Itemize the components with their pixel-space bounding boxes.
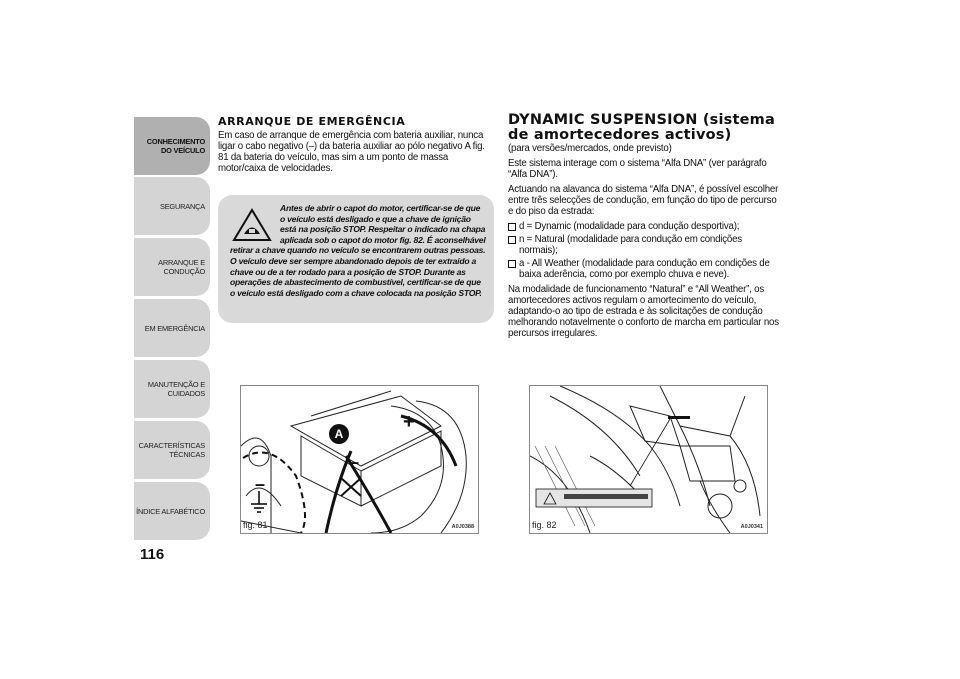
- tab-manutencao-e-cuidados[interactable]: MANUTENÇÃO E CUIDADOS: [134, 360, 210, 418]
- page-number: 116: [140, 546, 165, 563]
- marker-a-label: A: [334, 427, 344, 441]
- figure-82-code: A0J0341: [740, 524, 763, 530]
- tab-em-emergencia[interactable]: EM EMERGÊNCIA: [134, 299, 210, 357]
- figure-82-label: fig. 82: [532, 520, 557, 530]
- warning-icon: [230, 207, 274, 243]
- tab-conhecimento-do-veiculo[interactable]: CONHECIMENTO DO VEÍCULO: [134, 117, 210, 175]
- dynamic-paragraph-2: Actuando na alavanca do sistema “Alfa DNA”, é possível escolher entre três selecções de condução, em função do tipo de percurso e do piso da estrada:: [508, 184, 779, 217]
- arranque-paragraph: Em caso de arranque de emergência com bateria auxiliar, nunca ligar o cabo negativo (–) da bateria auxiliar ao pólo negativo A fig. 81 da bateria do veículo, mas sim a um ponto de massa motor/caixa de velocidades.: [218, 130, 485, 174]
- tab-arranque-e-conducao[interactable]: ARRANQUE E CONDUÇÃO: [134, 238, 210, 296]
- section-heading-dynamic-suspension: DYNAMIC SUSPENSION (sistema de amortecedores activos): [508, 112, 775, 143]
- positive-symbol: +: [403, 411, 415, 433]
- negative-symbol-battery: –: [349, 452, 360, 472]
- drive-mode-list: [508, 221, 780, 280]
- figure-82: [529, 385, 768, 534]
- tab-seguranca[interactable]: SEGURANÇA: [134, 177, 210, 235]
- warning-text: Antes de abrir o capot do motor, certificar-se de que o veículo está desligado e que a chave de ignição está na posição STOP. Respeitar o indicado na chapa aplicada sob o capot do motor fig. 82. É aconselhável retirar a chave quando no veículo se encontrarem outras pessoas. O veículo deve ser sempre abandonado depois de ter extraído a chave ou de a ter rodado para a posição de STOP. Durante as operações de abastecimento de combustível, certificar-se de que o veículo está desligado com a chave colocada na posição STOP.: [230, 203, 486, 298]
- list-item: d = Dynamic (modalidade para condução desportiva);: [508, 221, 780, 232]
- battery-illustration: [241, 386, 478, 533]
- right-column: [508, 113, 780, 343]
- negative-symbol-ground: –: [255, 474, 266, 494]
- section-heading-arranque: ARRANQUE DE EMERGÊNCIA: [218, 115, 406, 128]
- dynamic-paragraph-3: Na modalidade de funcionamento “Natural” e “All Weather”, os amortecedores activos regulam o amortecimento do veículo, adaptando-o ao tipo de estrada e às solicitações de condução melhorando notavelmente o conforto de marcha em particular nos percursos irregulares.: [508, 284, 779, 339]
- tab-caracteristicas-tecnicas[interactable]: CARACTERÍSTICAS TÉCNICAS: [134, 421, 210, 479]
- figure-81: [240, 385, 479, 534]
- tab-indice-alfabetico[interactable]: ÍNDICE ALFABÉTICO: [134, 482, 210, 540]
- list-item: a - All Weather (modalidade para condução em condições de baixa aderência, como por exemplo chuva e neve).: [508, 258, 780, 280]
- figure-81-code: A0J0388: [451, 524, 474, 530]
- left-column: [218, 116, 494, 178]
- warning-box: [218, 195, 494, 323]
- engine-bay-illustration: [530, 386, 767, 533]
- list-item: n = Natural (modalidade para condução em condições normais);: [508, 234, 780, 256]
- dynamic-paragraph-1: Este sistema interage com o sistema “Alfa DNA” (ver parágrafo “Alfa DNA”).: [508, 158, 767, 180]
- figure-81-label: fig. 81: [243, 520, 268, 530]
- dynamic-subtitle: (para versões/mercados, onde previsto): [508, 143, 672, 154]
